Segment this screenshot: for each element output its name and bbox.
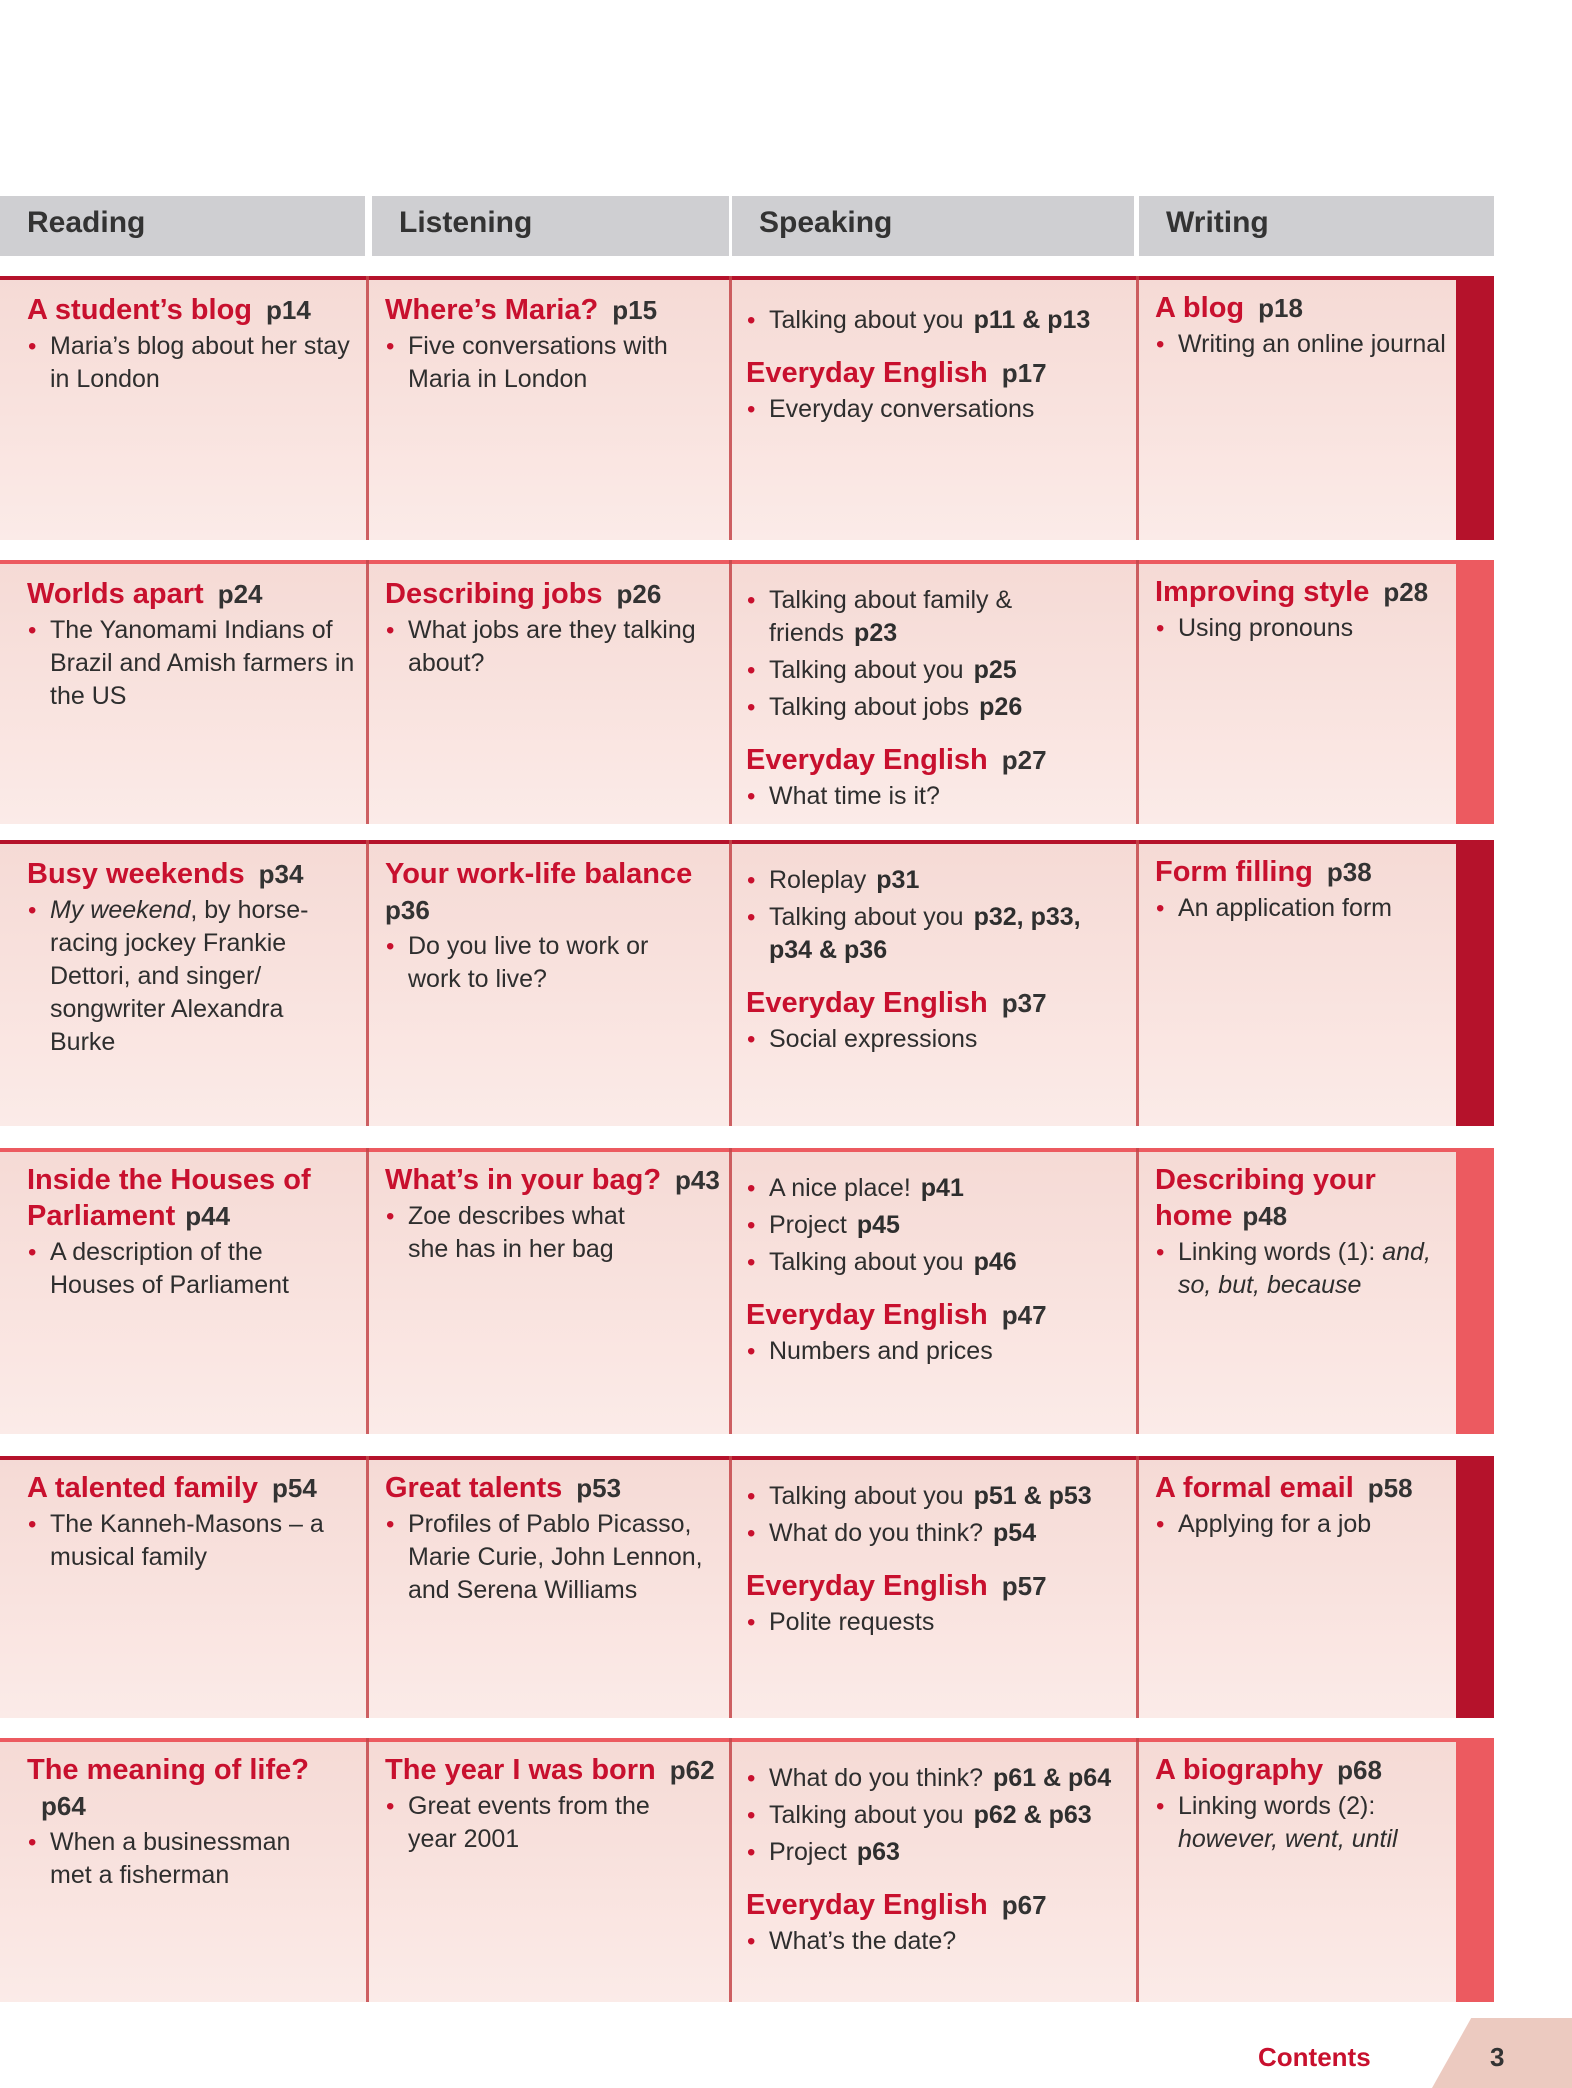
reading-bullet: • My weekend, by horse-racing jockey Frankie Dettori, and singer/ songwriter Alexandra Burke bbox=[27, 894, 327, 1059]
page-number: 3 bbox=[1490, 2042, 1505, 2072]
speaking-item: • What do you think? p54 bbox=[746, 1517, 1136, 1550]
writing-title: Improving style p28 bbox=[1155, 576, 1429, 608]
everyday-english-title: Everyday English p57 bbox=[746, 1570, 1047, 1602]
unit-row bbox=[0, 1456, 1494, 1718]
reading-bullet: • The Yanomami Indians of Brazil and Amish farmers in the US bbox=[27, 614, 359, 713]
speaking-cell bbox=[746, 1148, 1116, 1368]
contents-link[interactable]: Contents bbox=[1258, 2042, 1371, 2072]
column-divider bbox=[366, 276, 369, 540]
reading-bullet: • When a businessman met a fisherman bbox=[27, 1826, 317, 1892]
everyday-english-title: Everyday English p37 bbox=[746, 987, 1047, 1019]
reading-title: A student’s blog p14 bbox=[27, 294, 311, 326]
reading-cell bbox=[27, 560, 359, 713]
speaking-item: • What do you think? p61 & p64 bbox=[746, 1762, 1138, 1795]
writing-bullet: • Writing an online journal bbox=[1155, 328, 1447, 361]
listening-cell bbox=[385, 1456, 725, 1607]
writing-bullet: • An application form bbox=[1155, 892, 1447, 925]
speaking-item: • Talking about you p51 & p53 bbox=[746, 1480, 1136, 1513]
column-divider bbox=[1136, 1148, 1139, 1434]
everyday-english-title: Everyday English p27 bbox=[746, 744, 1047, 776]
reading-cell bbox=[27, 276, 359, 396]
unit-row bbox=[0, 560, 1494, 824]
writing-bullet: • Linking words (1): and, so, but, because bbox=[1155, 1236, 1445, 1302]
reading-title: Inside the Houses of Parliament p44 bbox=[27, 1164, 311, 1232]
column-divider bbox=[366, 1148, 369, 1434]
column-divider bbox=[366, 840, 369, 1126]
speaking-cell bbox=[746, 276, 1136, 426]
writing-bullet: • Applying for a job bbox=[1155, 1508, 1447, 1541]
column-divider bbox=[729, 840, 732, 1126]
everyday-english-item: • Numbers and prices bbox=[746, 1335, 1116, 1368]
reading-bullet: • A description of the Houses of Parliament bbox=[27, 1236, 317, 1302]
writing-cell bbox=[1155, 1456, 1447, 1541]
everyday-english-item: • What time is it? bbox=[746, 780, 1066, 813]
speaking-item: • Talking about you p32, p33, p34 & p36 bbox=[746, 901, 1116, 967]
listening-cell bbox=[385, 840, 695, 996]
everyday-english-item: • Everyday conversations bbox=[746, 393, 1136, 426]
listening-bullet: • What jobs are they talking about? bbox=[385, 614, 725, 680]
speaking-item: • Talking about jobs p26 bbox=[746, 691, 1066, 724]
row-color-tab bbox=[1456, 1738, 1494, 2002]
reading-cell bbox=[27, 1738, 367, 1892]
everyday-english-item: • What’s the date? bbox=[746, 1925, 1138, 1958]
speaking-item: • Roleplay p31 bbox=[746, 864, 1116, 897]
listening-title: The year I was born p62 bbox=[385, 1754, 715, 1786]
reading-cell bbox=[27, 840, 327, 1059]
row-color-tab bbox=[1456, 560, 1494, 824]
unit-row bbox=[0, 276, 1494, 540]
listening-cell bbox=[385, 1148, 730, 1266]
listening-bullet: • Profiles of Pablo Picasso, Marie Curie, John Lennon, and Serena Williams bbox=[385, 1508, 725, 1607]
reading-bullet: • Maria’s blog about her stay in London bbox=[27, 330, 359, 396]
listening-bullet: • Great events from the year 2001 bbox=[385, 1790, 675, 1856]
reading-title: Busy weekends p34 bbox=[27, 858, 304, 890]
column-divider bbox=[1136, 560, 1139, 824]
writing-cell bbox=[1155, 276, 1447, 361]
column-divider bbox=[366, 1456, 369, 1718]
listening-title: Your work-life balance p36 bbox=[385, 858, 693, 925]
listening-bullet: • Zoe describes what she has in her bag bbox=[385, 1200, 645, 1266]
unit-row bbox=[0, 1148, 1494, 1434]
listening-cell bbox=[385, 276, 725, 396]
everyday-english-title: Everyday English p17 bbox=[746, 357, 1047, 389]
listening-cell bbox=[385, 560, 725, 680]
column-divider bbox=[729, 1456, 732, 1718]
listening-title: What’s in your bag? p43 bbox=[385, 1164, 720, 1196]
header-writing: Writing bbox=[1139, 196, 1494, 256]
writing-title: A blog p18 bbox=[1155, 292, 1303, 324]
listening-title: Describing jobs p26 bbox=[385, 578, 662, 610]
reading-title: Worlds apart p24 bbox=[27, 578, 263, 610]
header-reading: Reading bbox=[0, 196, 365, 256]
speaking-cell bbox=[746, 840, 1116, 1056]
reading-bullet: • The Kanneh-Masons – a musical family bbox=[27, 1508, 337, 1574]
listening-title: Great talents p53 bbox=[385, 1472, 622, 1504]
unit-row bbox=[0, 840, 1494, 1126]
speaking-item: • Talking about family & friends p23 bbox=[746, 584, 1066, 650]
row-color-tab bbox=[1456, 1148, 1494, 1434]
row-color-tab bbox=[1456, 276, 1494, 540]
speaking-cell bbox=[746, 1738, 1138, 1958]
everyday-english-title: Everyday English p47 bbox=[746, 1299, 1047, 1331]
row-color-tab bbox=[1456, 840, 1494, 1126]
header-listening: Listening bbox=[372, 196, 729, 256]
speaking-item: • Talking about you p11 & p13 bbox=[746, 304, 1136, 337]
everyday-english-item: • Social expressions bbox=[746, 1023, 1116, 1056]
speaking-item: • Talking about you p62 & p63 bbox=[746, 1799, 1138, 1832]
column-divider bbox=[729, 560, 732, 824]
speaking-cell bbox=[746, 1456, 1136, 1639]
writing-bullet: • Using pronouns bbox=[1155, 612, 1447, 645]
column-divider bbox=[1136, 840, 1139, 1126]
writing-cell bbox=[1155, 1148, 1445, 1302]
listening-title: Where’s Maria? p15 bbox=[385, 294, 658, 326]
reading-title: The meaning of life?p64 bbox=[27, 1754, 309, 1821]
writing-cell bbox=[1155, 840, 1447, 925]
header-speaking: Speaking bbox=[732, 196, 1134, 256]
listening-bullet: • Five conversations with Maria in London bbox=[385, 330, 725, 396]
speaking-item: • A nice place! p41 bbox=[746, 1172, 1116, 1205]
writing-cell bbox=[1155, 1738, 1447, 1856]
writing-title: A formal email p58 bbox=[1155, 1472, 1413, 1504]
speaking-item: • Project p63 bbox=[746, 1836, 1138, 1869]
column-divider bbox=[1136, 276, 1139, 540]
column-divider bbox=[1136, 1456, 1139, 1718]
listening-bullet: • Do you live to work or work to live? bbox=[385, 930, 695, 996]
reading-cell bbox=[27, 1456, 337, 1574]
speaking-cell bbox=[746, 560, 1066, 813]
everyday-english-title: Everyday English p67 bbox=[746, 1889, 1047, 1921]
row-color-tab bbox=[1456, 1456, 1494, 1718]
listening-cell bbox=[385, 1738, 730, 1856]
writing-cell bbox=[1155, 560, 1447, 645]
writing-bullet: • Linking words (2): however, went, until bbox=[1155, 1790, 1447, 1856]
writing-title: Form filling p38 bbox=[1155, 856, 1372, 888]
writing-title: Describing your home p48 bbox=[1155, 1164, 1376, 1232]
reading-cell bbox=[27, 1148, 317, 1302]
column-divider bbox=[729, 276, 732, 540]
unit-row bbox=[0, 1738, 1494, 2002]
speaking-item: • Project p45 bbox=[746, 1209, 1116, 1242]
everyday-english-item: • Polite requests bbox=[746, 1606, 1136, 1639]
speaking-item: • Talking about you p46 bbox=[746, 1246, 1116, 1279]
writing-title: A biography p68 bbox=[1155, 1754, 1382, 1786]
speaking-item: • Talking about you p25 bbox=[746, 654, 1066, 687]
column-divider bbox=[366, 560, 369, 824]
reading-title: A talented family p54 bbox=[27, 1472, 317, 1504]
